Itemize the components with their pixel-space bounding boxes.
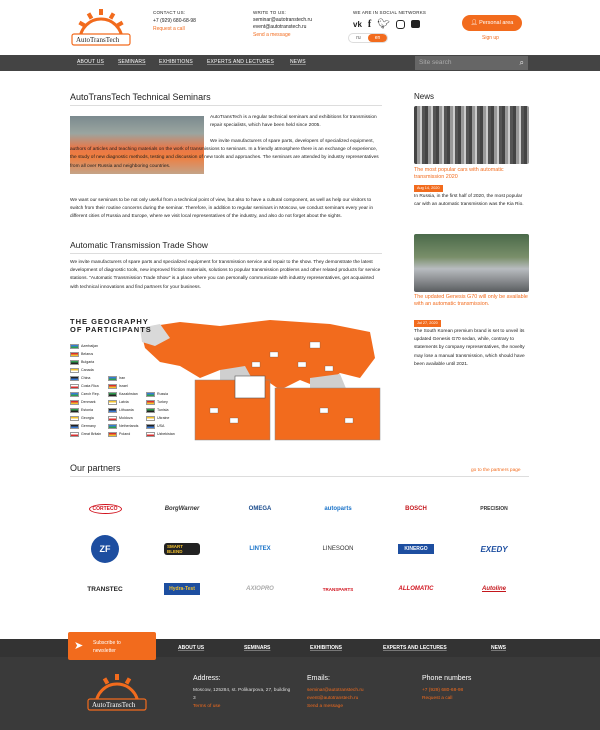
email-event[interactable]: event@autotranstech.ru [253, 24, 307, 30]
partner-name: LINTEX [249, 546, 271, 552]
country-item [70, 382, 101, 390]
flag-icon [70, 384, 79, 389]
search-icon[interactable]: ⌕ [519, 58, 524, 67]
page-title: AutoTransTech Technical Seminars [70, 92, 211, 102]
footer-nav-exhibitions[interactable]: EXHIBITIONS [310, 645, 342, 651]
country-list-2 [108, 374, 138, 438]
trade-show-paragraph: We invite manufacturers of spare parts and specialized equipment for transmission service and repair to the show. They demonstrate the latest development of diagnostic tools, new improved friction materials, solutions to popular transmission problems and other related products for service stations. "Automatic Transmission Trade Show" is a place where you can personally communicate with industry representatives, get acquainted with technical innovations and find partners for your business. [70, 260, 381, 290]
header [0, 0, 600, 55]
nav-about-us[interactable]: ABOUT US [77, 59, 105, 65]
flag-icon [70, 352, 79, 357]
send-message-link[interactable]: Send a message [253, 32, 291, 38]
footer-send-message[interactable]: Send a message [307, 704, 344, 709]
newsletter-label: Subscribe to newsletter [93, 640, 121, 654]
flag-icon [108, 408, 117, 413]
newsletter-button[interactable] [68, 632, 156, 660]
contact-phone[interactable]: +7 (929) 680-68-98 [153, 18, 196, 24]
country-name: Denmark [81, 400, 96, 404]
footer-nav-news[interactable]: NEWS [491, 645, 506, 651]
country-name: Canada [81, 368, 94, 372]
partner-name: CORTECO [89, 504, 122, 514]
country-item [70, 358, 101, 366]
nav-seminars[interactable]: SEMINARS [118, 59, 146, 65]
country-item [70, 390, 101, 398]
flag-icon [146, 424, 155, 429]
partner-logo-axiopro[interactable] [230, 578, 290, 600]
flag-icon [70, 376, 79, 381]
search-input[interactable] [415, 56, 528, 70]
country-item [108, 398, 138, 406]
country-item [146, 422, 175, 430]
search-placeholder: Site search [419, 59, 452, 66]
partner-name: BOSCH [405, 506, 427, 512]
flag-icon [108, 392, 117, 397]
flag-icon [70, 424, 79, 429]
country-item [146, 430, 175, 438]
partner-logo-borgwarner[interactable] [152, 498, 212, 520]
country-name: Tunisia [157, 408, 169, 412]
partner-logo-kinergo[interactable] [386, 538, 446, 560]
country-name: Uzbekistan [157, 432, 175, 436]
address-text: Moscow, 125284, st. Polikarpova, 27, building 3 [193, 688, 291, 701]
footer-nav-about-us[interactable]: ABOUT US [178, 645, 205, 651]
country-name: Moldova [119, 416, 133, 420]
news-image-1[interactable] [414, 106, 529, 164]
country-item [70, 374, 101, 382]
flag-icon [70, 344, 79, 349]
country-name: Russia [157, 392, 168, 396]
news-title-1[interactable]: The most popular cars with automatic transmission 2020 [414, 167, 504, 180]
flag-icon [70, 408, 79, 413]
news-text-1: In Russia, in the first half of 2020, the most popular car with an automatic transmission was the Kia Rio. [414, 194, 524, 208]
partner-name: Autoline [482, 586, 506, 592]
partner-logo-exedy[interactable] [464, 538, 524, 560]
country-name: Georgia [81, 416, 94, 420]
nav-news[interactable]: NEWS [290, 59, 306, 65]
flag-icon [146, 408, 155, 413]
country-name: Czech Rep. [81, 392, 100, 396]
geo-title-2: OF PARTICIPANTS [70, 325, 152, 334]
partner-logo-omega[interactable] [230, 498, 290, 520]
partner-logo-zf[interactable] [75, 538, 135, 560]
social-block [353, 9, 426, 31]
country-item [146, 390, 175, 398]
flag-icon [108, 416, 117, 421]
footer [0, 657, 600, 730]
country-name: Kazakhstan [119, 392, 138, 396]
flag-icon [70, 392, 79, 397]
country-item [108, 382, 138, 390]
footer-email-seminar[interactable]: seminar@autotranstech.ru [307, 688, 364, 693]
lang-en[interactable]: en [368, 34, 387, 42]
country-item [108, 406, 138, 414]
personal-area-label: Personal area [479, 20, 514, 26]
write-heading: WRITE TO US: [253, 10, 286, 15]
partner-name: ALLOMATIC [398, 586, 434, 592]
logo-text: AutoTransTech [76, 36, 120, 44]
partner-name: BorgWarner [164, 506, 200, 512]
flag-icon [146, 400, 155, 405]
footer-phones [422, 675, 522, 703]
partner-name: SMART BLEND [164, 543, 200, 555]
news-date-1: Aug 14, 2020 [414, 185, 443, 192]
country-name: Turkey [157, 400, 168, 404]
country-name: Germany [81, 424, 96, 428]
personal-area-button[interactable] [462, 15, 522, 31]
flag-icon [108, 384, 117, 389]
country-name: Belarus [81, 352, 94, 356]
country-item [70, 366, 101, 374]
country-item [108, 414, 138, 422]
request-call-link[interactable]: Request a call [153, 26, 185, 32]
partner-name: EXEDY [480, 544, 508, 554]
partner-name: OMEGA [248, 506, 272, 512]
nav-experts[interactable]: EXPERTS AND LECTURES [207, 59, 274, 65]
country-list-1 [70, 342, 101, 438]
country-name: Iran [119, 376, 126, 380]
intro-paragraph-2: We invite manufacturers of spare parts, developers of specialized equipment, authors of articles and teaching materials on the work of transmissions to seminars. In a friendly atmosphere there is an exchange of experience, the study of new diagnostic methods, testing and discussion of new tools and approaches. The seminars are attended by industry representatives from all over Russia and neighboring countries. [70, 139, 379, 169]
partner-name: AXIOPRO [246, 586, 274, 592]
news-date-2: Jul 27, 2020 [414, 320, 441, 327]
country-name: Lithuania [119, 408, 134, 412]
partner-logo-precision[interactable] [464, 498, 524, 520]
lang-ru[interactable]: ru [356, 35, 361, 41]
country-name: Costa Rica [81, 384, 99, 388]
country-name: Great Britain [81, 432, 102, 436]
partner-name: PRECISION [480, 506, 508, 512]
partner-logo-smart-blend[interactable] [152, 538, 212, 560]
flag-icon [108, 400, 117, 405]
social-heading: WE ARE IN SOCIAL NETWORKS [353, 10, 427, 15]
terms-link[interactable]: Terms of use [193, 704, 221, 709]
country-item [108, 430, 138, 438]
partner-name: ZF [91, 535, 119, 563]
country-item [108, 390, 138, 398]
flag-icon [70, 400, 79, 405]
write-block [253, 9, 312, 39]
partner-logo-autoparts[interactable] [308, 498, 368, 520]
divider [70, 476, 529, 477]
facebook-icon[interactable]: f [367, 19, 372, 30]
user-icon: 👤︎ [470, 20, 478, 26]
country-item [108, 374, 138, 382]
geography-map [70, 318, 382, 442]
partner-logo-lintex[interactable] [230, 538, 290, 560]
youtube-icon[interactable] [411, 20, 420, 28]
news-heading: News [414, 92, 435, 101]
footer-phone[interactable]: +7 (929) 680-68-98 [422, 688, 464, 693]
country-item [108, 422, 138, 430]
footer-nav-seminars[interactable]: SEMINARS [244, 645, 271, 651]
logo[interactable] [68, 4, 134, 50]
geo-title-1: THE GEOGRAPHY [70, 317, 149, 326]
flag-icon [146, 416, 155, 421]
partner-name: LINESOON [322, 546, 354, 552]
country-name: Latvia [119, 400, 129, 404]
partner-name: KINERGO [398, 544, 434, 554]
footer-email-event[interactable]: event@autotranstech.ru [307, 696, 359, 701]
country-item [70, 350, 101, 358]
flag-icon [70, 416, 79, 421]
partner-logo-allomatic[interactable] [386, 578, 446, 600]
contact-heading: CONTACT US: [153, 10, 186, 15]
country-item [70, 422, 101, 430]
country-item [70, 398, 101, 406]
partners-heading: Our partners [70, 463, 121, 473]
trade-show-title: Automatic Transmission Trade Show [70, 240, 208, 250]
instagram-icon[interactable] [396, 20, 405, 29]
partner-logo-transtec[interactable] [75, 578, 135, 600]
partners-page-link[interactable]: go to the partners page [471, 468, 521, 473]
flag-icon [108, 376, 117, 381]
country-name: Israel [119, 384, 128, 388]
partner-logo-autoline[interactable] [464, 578, 524, 600]
country-name: Azerbaijan [81, 344, 98, 348]
country-item [70, 406, 101, 414]
partner-logo-linesoon[interactable] [308, 538, 368, 560]
news-image-2[interactable] [414, 234, 529, 292]
footer-request-call[interactable]: Request a call [422, 696, 453, 701]
language-switch [348, 33, 388, 43]
partner-logo-corteco[interactable] [75, 498, 135, 520]
country-name: Bulgaria [81, 360, 95, 364]
flag-icon [108, 432, 117, 437]
flag-icon [146, 392, 155, 397]
address-heading: Address: [193, 675, 221, 682]
partner-name: TRANSPARTS [322, 586, 354, 592]
footer-emails [307, 675, 407, 711]
country-item [70, 342, 101, 350]
footer-logo[interactable] [84, 669, 150, 715]
country-item [146, 398, 175, 406]
footer-address [193, 675, 293, 711]
country-name: Netherlands [119, 424, 139, 428]
partner-name: autoparts [324, 506, 352, 512]
nav-exhibitions[interactable]: EXHIBITIONS [159, 59, 193, 65]
country-list-3 [146, 390, 175, 438]
contact-block [153, 9, 196, 33]
country-item [70, 430, 101, 438]
country-name: Ukraine [157, 416, 170, 420]
emails-heading: Emails: [307, 675, 330, 682]
intro-paragraph-1: AutoTransTech is a regular technical seminars and exhibitions for transmission repair specialists, which have been held since 2005. [210, 115, 377, 129]
flag-icon [70, 360, 79, 365]
intro-paragraph-3: We want our seminars to be not only useful from a technical point of view, but also to have a cultural component, as well as help our visitors to switch from their routine concerns during the seminar. Therefore, in addition to regular seminars in Moscow, we conduct seminars every year in different cities of Russia and Europe, where we visit local representatives of the industry, and also do not forget about the sights. [70, 198, 374, 220]
country-item [70, 414, 101, 422]
partner-logo-transparts[interactable] [308, 578, 368, 600]
partner-logo-bosch[interactable] [386, 498, 446, 520]
flag-icon [70, 368, 79, 373]
footer-logo-text: AutoTransTech [92, 701, 136, 709]
divider [70, 253, 382, 254]
footer-nav-experts[interactable]: EXPERTS AND LECTURES [383, 645, 447, 651]
partner-logo-hydra-test[interactable] [152, 578, 212, 600]
news-title-2[interactable]: The updated Genesis G70 will only be available with an automatic transmission. [414, 294, 528, 307]
country-name: Poland [119, 432, 131, 436]
signup-link[interactable]: Sign up [482, 35, 499, 41]
paper-plane-icon: ➤ [74, 640, 84, 652]
divider [70, 105, 382, 106]
phones-heading: Phone numbers [422, 675, 472, 682]
country-name: China [81, 376, 91, 380]
twitter-icon[interactable]: 🐦︎ [377, 19, 390, 30]
country-item [146, 406, 175, 414]
flag-icon [70, 432, 79, 437]
flag-icon [146, 432, 155, 437]
country-name: Estonia [81, 408, 93, 412]
partner-name: TRANSTEC [87, 585, 123, 593]
email-seminar[interactable]: seminar@autotranstech.ru [253, 17, 312, 23]
vk-icon[interactable]: vk [353, 20, 362, 29]
flag-icon [108, 424, 117, 429]
country-name: USA [157, 424, 165, 428]
partner-name: Hydra-Test [164, 583, 200, 595]
country-item [146, 414, 175, 422]
news-text-2: The South Korean premium brand is set to unveil its updated Genesis G70 sedan, while, contrary to statements by company representatives, the novelty may lose a manual transmission, which should have been available until 2021. [414, 329, 525, 367]
